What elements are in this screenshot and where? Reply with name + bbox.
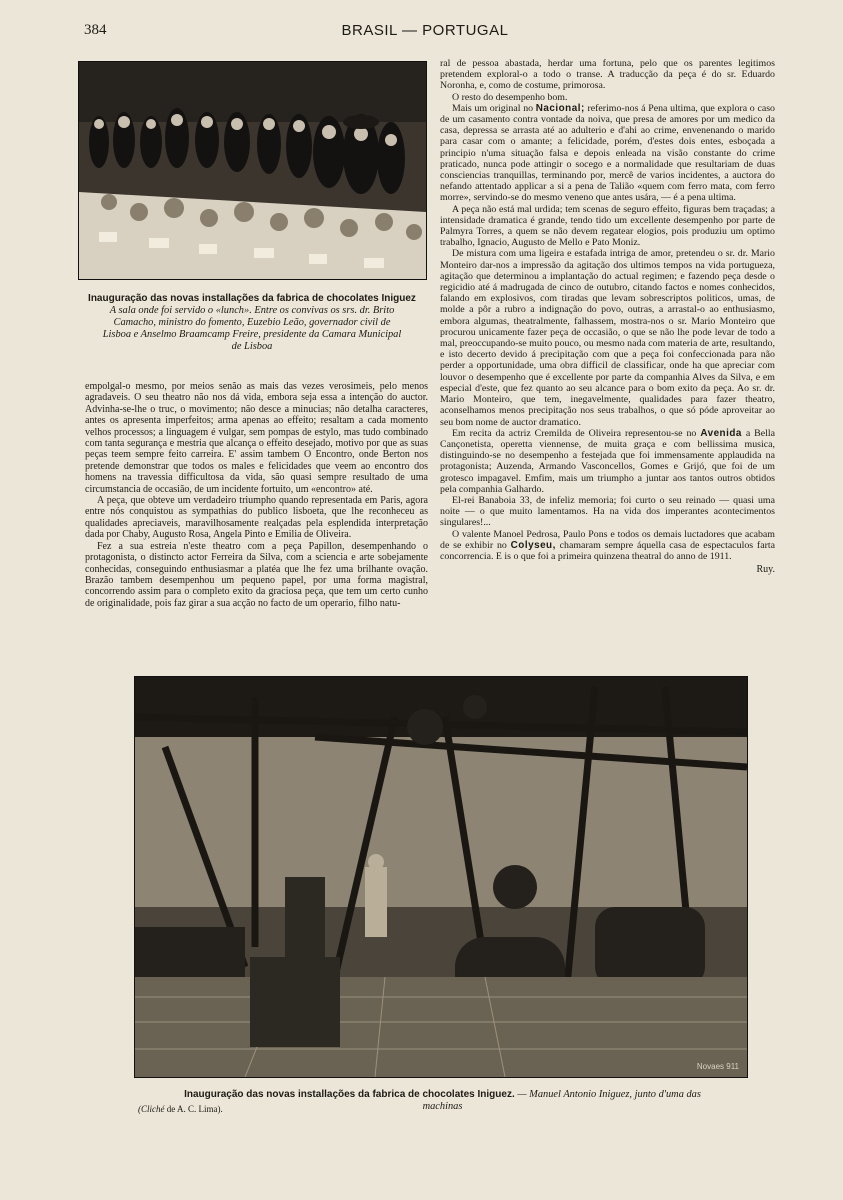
bottom-caption-title: Inauguração das novas installações da fabrica de chocolates Iniguez. <box>184 1089 515 1100</box>
photo-signature: Emp ar <box>87 265 113 274</box>
right-paragraph-2: O resto do desempenho bom. <box>452 91 568 103</box>
banquet-photo-image <box>79 62 426 279</box>
photo-credit-label: (Cliché <box>138 1104 165 1114</box>
right-paragraph-1: ral de pessoa abastada, herdar uma fortuna, pelo que os parentes legitimos pretendem exploral-o a todo o transe. A traducção da peça é do sr. Eduardo Noronha, e, como de costume, primorosa. <box>440 58 775 92</box>
right-paragraph-8 <box>440 529 775 563</box>
left-paragraph-2: A peça, que obteve um verdadeiro triumpho quando representada em Paris, agora entre nós conquistou as sympathias do publico lisboeta, que lhe reconheceu as qualidades apreciaveis, maravilhosamente realçadas pela esplendida interpretação dada por Chaby, Augusto Rosa, Angela Pinto e Emilia de Oliveira. <box>85 495 428 541</box>
right-paragraph-6-start: Em recita da actriz Cremilda de Oliveira representou-se no <box>452 427 697 439</box>
left-paragraph-3: Fez a sua estreia n'este theatro com a peça Papillon, desempenhando o protagonista, o distincto actor Ferreira da Silva, com a sciencia e arte sobejamente conhecidas, conseguindo enthusiasmar a platéa que lhe fez uma brilhante ovação. Brazão tambem desempenhou um pequeno papel, por uma forma magistral, concorrendo assim para o completo exito da graciosa peça, que tem um certo cunho de originalidade, pois faz girar a sua acção no facto de um operario, filho natu- <box>85 540 428 609</box>
right-paragraph-8-rest: chamaram sempre áquella casa de espectaculos farta concorrencia. E is o que foi a primeira quinzena theatral do anno de 1911. <box>440 539 776 562</box>
left-column <box>85 381 428 609</box>
photo-credit <box>138 1104 223 1114</box>
right-paragraph-7: El-rei Banaboia 33, de infeliz memoria; foi curto o seu reinado — quasi uma noite — o que muito lamentamos. Ha na vida dos imperantes acontecimentos singulares!... <box>440 494 775 529</box>
top-caption-title: Inauguração das novas installações da fabrica de chocolates Iniguez <box>88 293 416 304</box>
running-title: BRASIL — PORTUGAL <box>341 22 509 39</box>
right-paragraph-3-start: Mais um original no <box>452 102 534 114</box>
right-paragraph-8-start: O valente Manoel Pedrosa, Paulo Pons e todos os demais luctadores que acabam de se exhibir no <box>440 528 775 551</box>
right-paragraph-6 <box>440 428 775 495</box>
photo-credit-text: de A. C. Lima). <box>166 1104 223 1114</box>
theatre-name-nacional: Nacional; <box>535 102 585 114</box>
left-paragraph-1: empolgal-o mesmo, por meios senão as mais das vezes verosimeis, pelo menos agradaveis. O seu theatro não nos dá vida, embora seja essa a intenção do auctor. Advinha-se-lhe o truc, o movimento; não desce a minucias; não detalha caracteres, antes os apresenta imperfeitos; arma apenas ao effeito; resaltam a cada momento velhos processos; a linguagem é vulgar, sem pompas de estylo, mas tudo combinado com tanta segurança e mestria que alcança o effeito desejado, motivo por que as suas peças teem sempre feito carreira. E' assim tambem O Encontro, onde Berton nos pretende demonstrar que todos os males e felicidades que veem ao encontro dos homens na travessia difficultosa da vida, são quasi sempre resultado de uma circumstancia de occasião, de um incidente fortuito, um «encontro» até. <box>85 381 428 495</box>
right-paragraph-3 <box>440 103 775 204</box>
right-paragraph-6-rest: a Bella Cançonetista, operetta viennense, de muita graça e com bellissima musica, distinguindo-se no desempenho a festejada que foi immensamente applaudida na protagonista; Auzenda, Armando Vasconcellos, Gomes e Grijó, que foi de um grotesco impagavel. Emfim, mais um triumpho a juntar aos tantos outros obtidos pela companhia Galhardo. <box>440 427 775 495</box>
bottom-caption <box>180 1089 705 1113</box>
top-caption <box>74 293 430 353</box>
top-caption-text: A sala onde foi servido o «lunch». Entre os convivas os srs. dr. Brito Camacho, ministro do fomento, Euzebio Leão, governador civil de Lisboa e Anselmo Braamcamp Freire, presidente da Camara Municipal de Lisboa <box>102 305 402 352</box>
factory-photo <box>134 676 748 1078</box>
right-paragraph-3-rest: referimo-nos á Pena ultima, que explora o caso de um casamento contra vontade da noiva, que presa de amores por um medico da casa, depressa se arrasta até ao adulterio e d'ahi ao crime, envenenando o marido para casar com o amante; a felicidade, porém, d'estes dois entes, esboçada a principio n'uma situação falsa e depois enleada na visão constante do crime praticado, nunca pode attingir o socego e a normalidade que resultariam de duas consciencias tranquillas, terminando por, mercê de varios incidentes, a auctora do nefando attentado applicar a si a pena de Talião «quem com ferro mata, com ferro morre», servindo-se do mesmo veneno que antes usára, — é a pena ultima. <box>440 102 775 204</box>
photo-signature: Novaes 911 <box>696 1062 739 1071</box>
theatre-name-avenida: Avenida <box>700 427 742 439</box>
banquet-photo <box>78 61 427 280</box>
page-header <box>80 20 770 42</box>
theatre-name-colyseu: Colyseu, <box>510 539 556 551</box>
right-paragraph-4: A peça não está mal urdida; tem scenas de seguro effeito, figuras bem traçadas; a intensidade dramatica é grande, tendo tido um excellente desempenho por parte de Palmyra Torres, a quem se não devem regatear elogios, pois produziu um optimo trabalho, Ignacio, Augusto de Mello e Pato Moniz. <box>440 203 775 249</box>
right-paragraph-5: De mistura com uma ligeira e estafada intriga de amor, pretendeu o sr. dr. Mario Monteiro dar-nos a impressão da agitação dos ultimos tempos na vida portugueza, agitação que determinou a implantação do actual regimen; e fazendo peça desde o regicidio até á madrugada de cinco de outubro, citando factos e nomes conhecidos, falando em explosivos, com tiradas que levam sobrescriptos politicos, umas, de molde a pôr a rubro a indignação do povo, outras, a arrastal-o ao enthusiasmo, embora algumas, theatralmente, falhassem, mostra-nos o sr. Mario Monteiro que procurou unicamente fazer peça de occasião, o que se não lhe pode levar de todo a mal, preoccupando-se muito pouco, ou mesmo nada com materia de arte, resultando, e isto decerto devido á precipitação com que a peça foi confeccionada para não perder a opportunidade, uma obra difficil de classificar, onde ha que apreciar com louvor o desempenho que é excellente por parte da companhia Alves da Silva, e em especial d'este, que fez quanto ao seu alcance para o bom exito da peça. Ao sr. dr. Mario Monteiro, que tem, inegavelmente, qualidades para fazer theatro, aconselhamos menos precipitação nos seus trabalhos, o que só póde aproveitar ao seu bom nome de auctor dramatico. <box>440 248 775 428</box>
factory-photo-image <box>135 677 747 1077</box>
bottom-caption-text: — Manuel Antonio Iniguez, junto d'uma das machinas <box>422 1089 701 1112</box>
author-signature: Ruy. <box>756 564 775 576</box>
page-number: 384 <box>84 22 107 38</box>
right-column <box>440 58 775 575</box>
